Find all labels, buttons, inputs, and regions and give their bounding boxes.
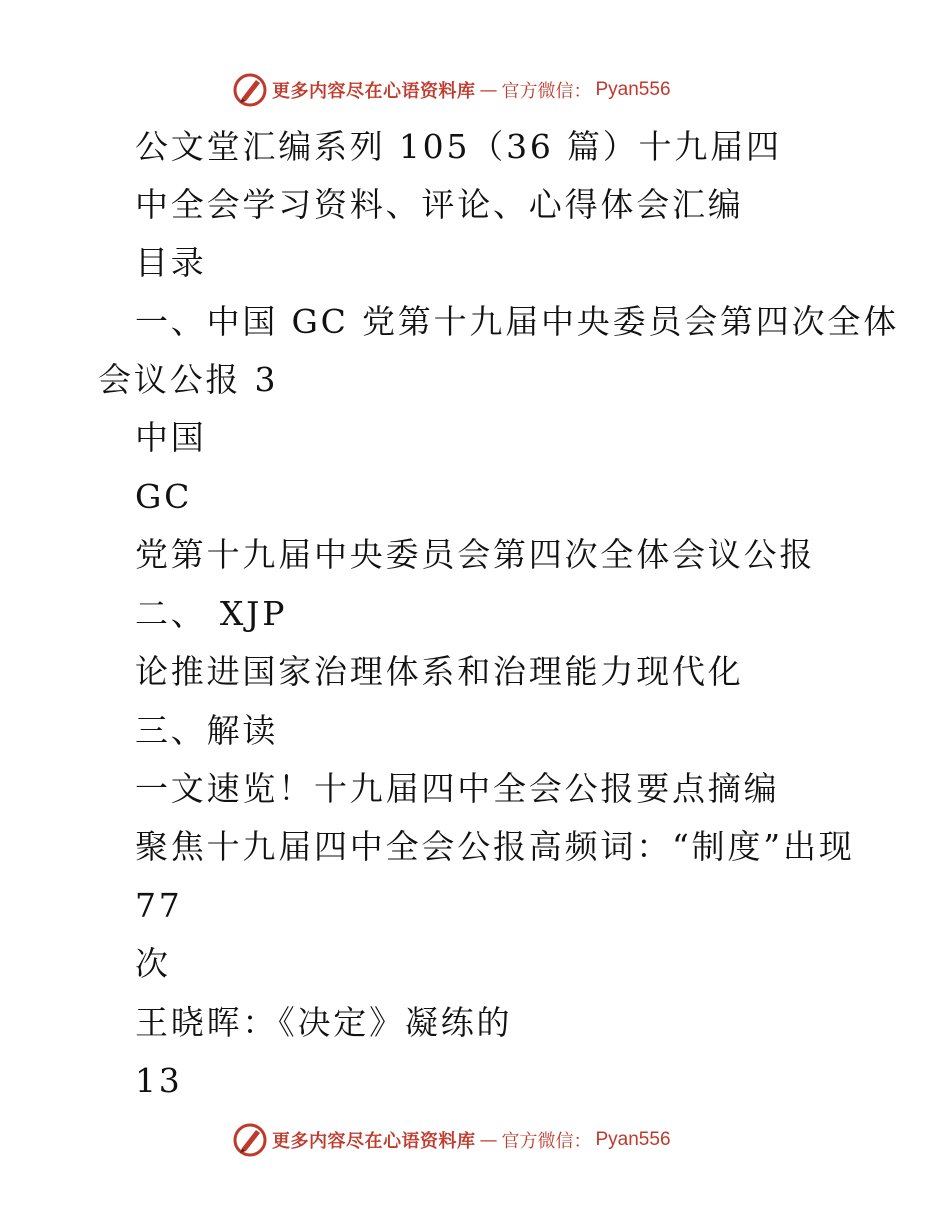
toc-line: 党第十九届中央委员会第四次全体会议公报 <box>135 535 816 574</box>
toc-line: GC <box>135 477 193 516</box>
doc-title-line-1: 公文堂汇编系列 105（36 篇）十九届四 <box>135 127 782 166</box>
toc-line: 一文速览！十九届四中全会公报要点摘编 <box>135 769 780 808</box>
pen-logo-icon <box>232 1122 268 1158</box>
doc-title-line-2: 中全会学习资料、评论、心得体会汇编 <box>135 185 744 224</box>
watermark-wechat-id: Pyan556 <box>595 79 671 100</box>
pen-logo-icon <box>232 72 268 108</box>
toc-line: 聚焦十九届四中全会公报高频词：“制度”出现 <box>135 827 855 866</box>
toc-section-2: 二、 XJP <box>135 594 288 633</box>
toc-line: 次 <box>135 944 171 983</box>
toc-line: 论推进国家治理体系和治理能力现代化 <box>135 652 744 691</box>
watermark-wechat-id: Pyan556 <box>595 1129 671 1150</box>
watermark-separator: — <box>479 1129 498 1151</box>
toc-line: 13 <box>135 1061 183 1100</box>
watermark-text: 更多内容尽在心语资料库 <box>272 81 476 102</box>
watermark-wechat-label: 官方微信： <box>501 1131 592 1152</box>
watermark-header <box>232 70 671 110</box>
toc-line: 77 <box>135 886 183 925</box>
toc-heading: 目录 <box>135 243 207 282</box>
watermark-text: 更多内容尽在心语资料库 <box>272 1131 476 1152</box>
watermark-footer <box>232 1120 671 1160</box>
toc-section-1: 一、中国 GC 党第十九届中央委员会第四次全体 <box>135 302 899 341</box>
toc-line: 王晓晖：《决定》凝练的 <box>135 1003 513 1042</box>
watermark-separator: — <box>479 79 498 101</box>
toc-line: 中国 <box>135 418 207 457</box>
toc-section-3: 三、解读 <box>135 711 279 750</box>
toc-section-1-cont: 会议公报 3 <box>98 360 279 399</box>
watermark-wechat-label: 官方微信： <box>501 81 592 102</box>
